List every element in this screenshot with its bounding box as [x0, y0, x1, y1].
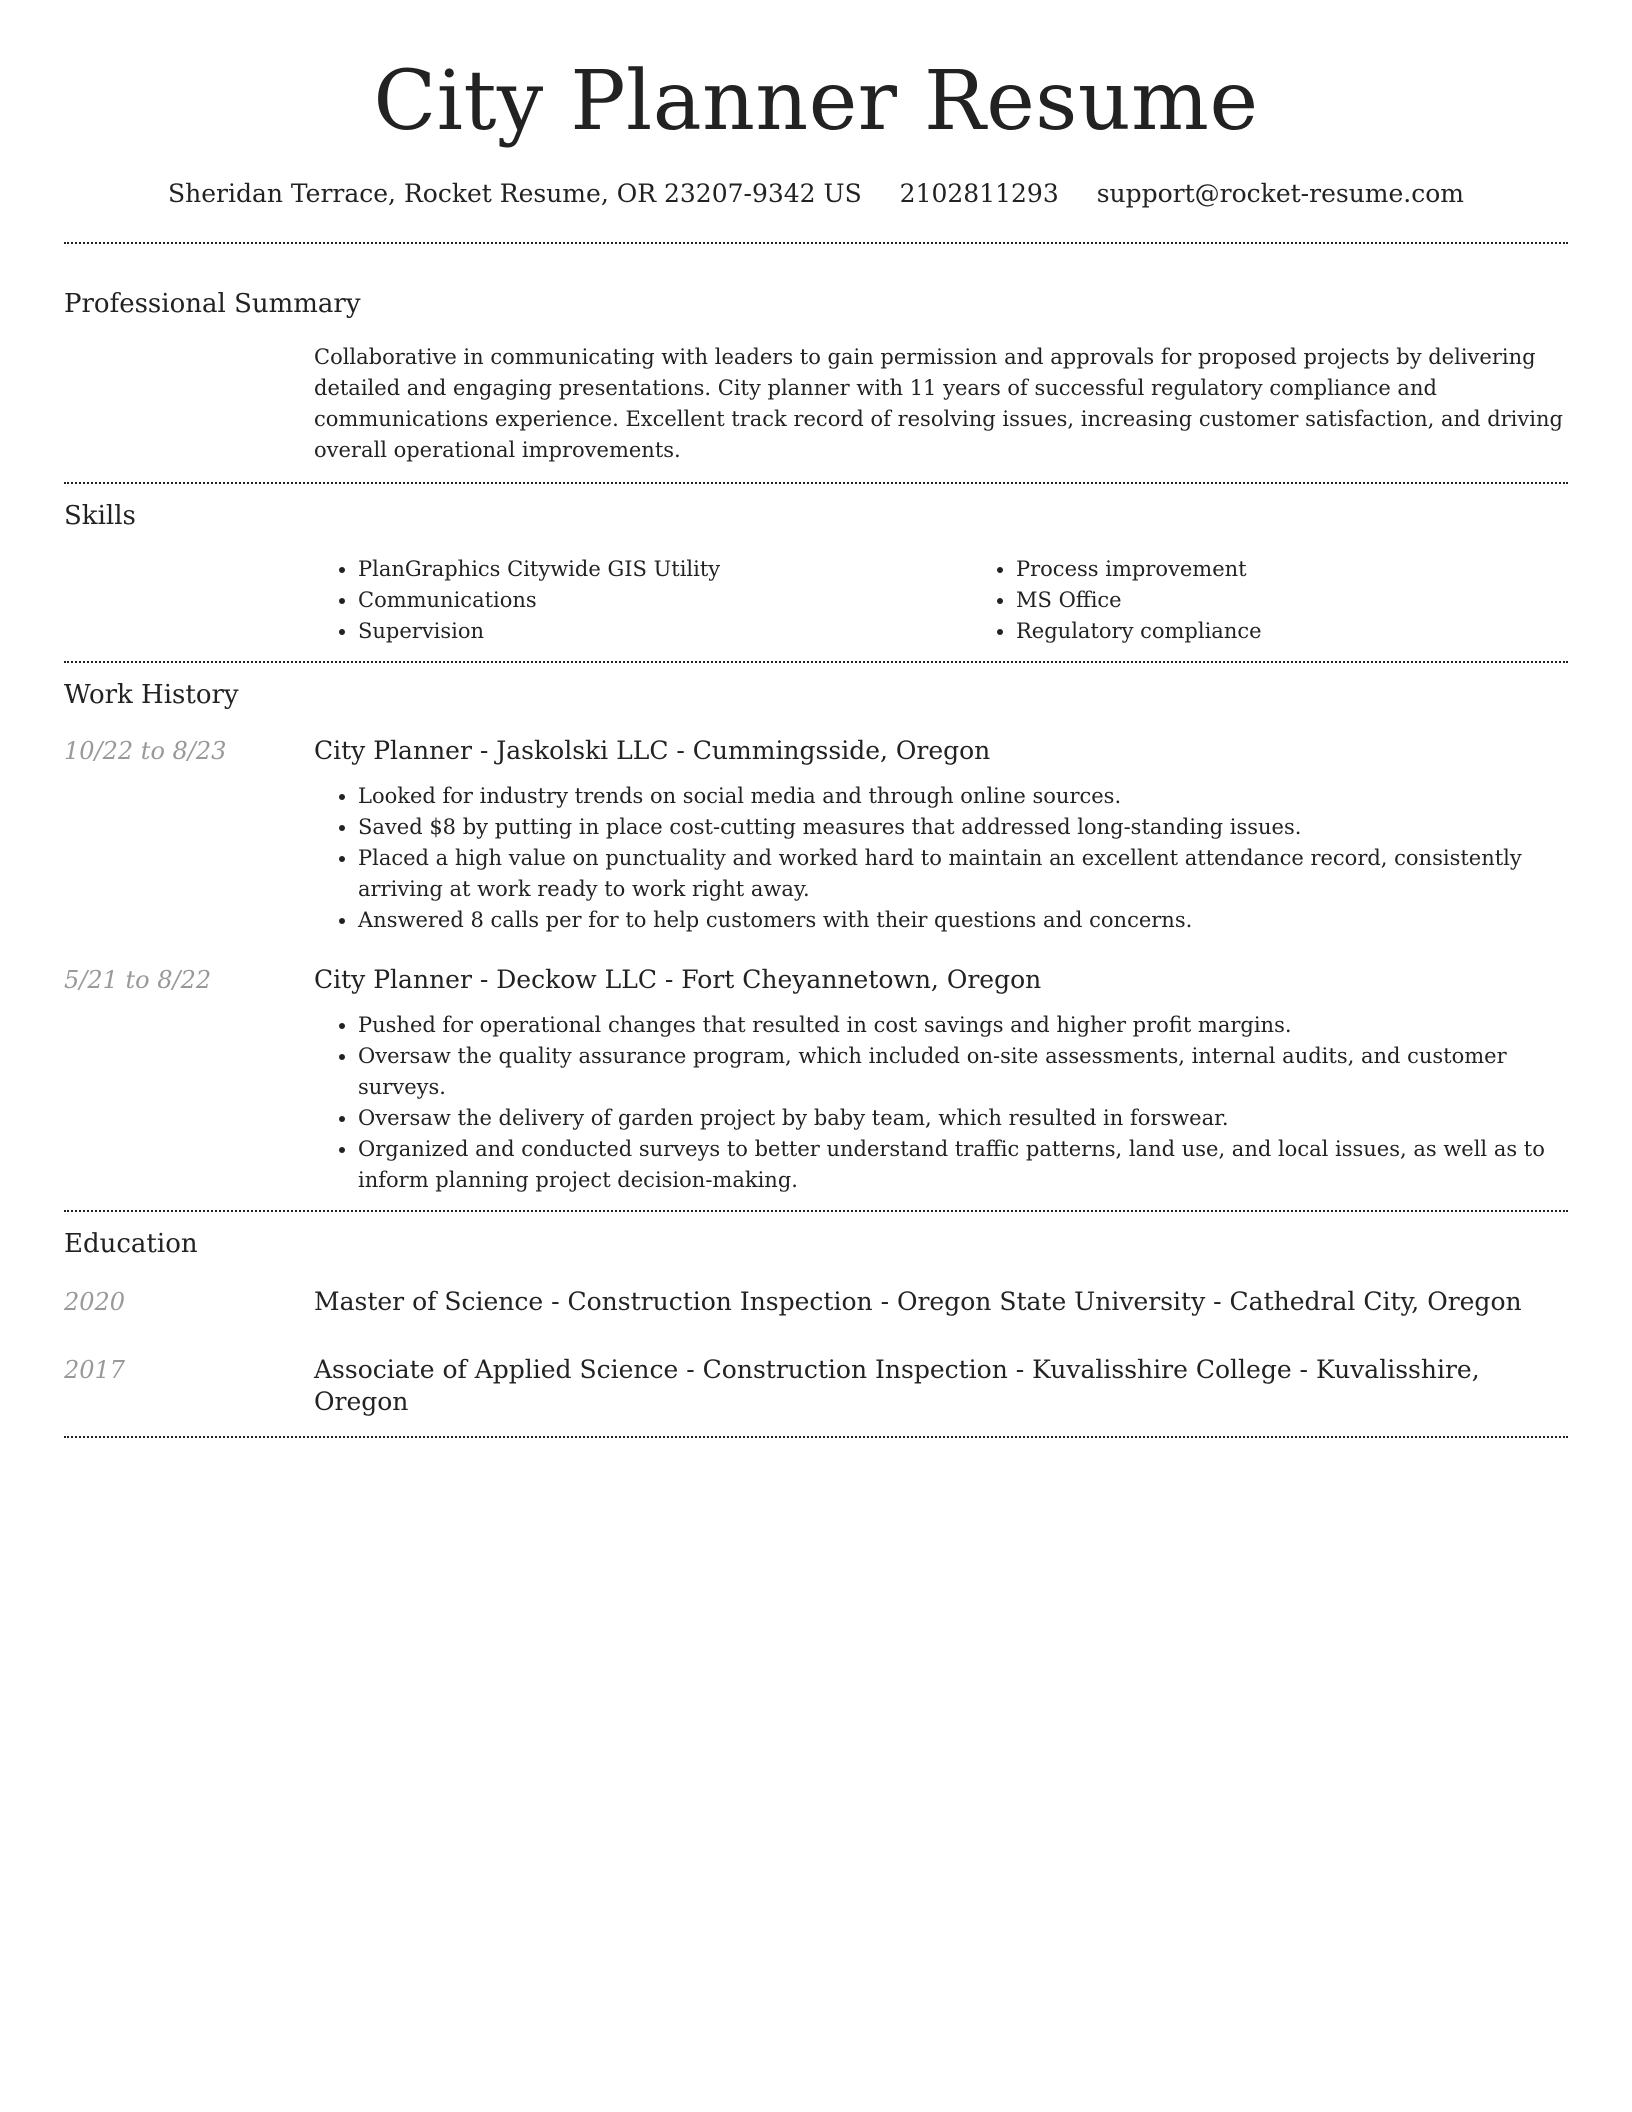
job-title: City Planner - Deckow LLC - Fort Cheyannetown, Oregon — [314, 965, 1042, 994]
divider — [64, 661, 1568, 663]
job-title: City Planner - Jaskolski LLC - Cummingsside, Oregon — [314, 736, 991, 765]
contact-address: Sheridan Terrace, Rocket Resume, OR 23207-9342 US — [168, 179, 862, 208]
job-bullet: • Organized and conducted surveys to better understand traffic patterns, land use, and local issues, as well as to inform planning project decision-making. — [358, 1134, 1568, 1196]
education-title: Associate of Applied Science - Construction Inspection - Kuvalisshire College - Kuvalisshire, Oregon — [314, 1355, 1480, 1416]
skill-item: • MS Office — [1016, 585, 1630, 616]
education-heading: Education — [64, 1229, 198, 1259]
resume-title: City Planner Resume — [373, 54, 1259, 149]
job-entry — [64, 964, 1568, 1196]
education-year: 2020 — [64, 1288, 126, 1316]
summary-section — [64, 342, 1568, 466]
job-bullet: • Saved $8 by putting in place cost-cutting measures that addressed long-standing issues. — [358, 812, 1568, 843]
job-dates: 5/21 to 8/22 — [64, 966, 212, 994]
job-bullet: • Pushed for operational changes that resulted in cost savings and higher profit margins. — [358, 1010, 1568, 1041]
education-year: 2017 — [64, 1356, 126, 1384]
education-entry — [64, 1286, 1568, 1318]
summary-text: Collaborative in communicating with leaders to gain permission and approvals for proposed projects by delivering detailed and engaging presentations. City planner with 11 years of successful regulatory compliance and communications experience. Excellent track record of resolving issues, increasing customer satisfaction, and driving overall operational improvements. — [314, 345, 1563, 462]
skill-item: • PlanGraphics Citywide GIS Utility — [358, 554, 972, 585]
education-title: Master of Science - Construction Inspection - Oregon State University - Cathedral City, Oregon — [314, 1287, 1522, 1316]
skill-item: • Process improvement — [1016, 554, 1630, 585]
divider — [64, 242, 1568, 244]
contact-email: support@rocket-resume.com — [1096, 179, 1464, 208]
job-bullet: • Oversaw the quality assurance program, which included on-site assessments, internal audits, and customer surveys. — [358, 1041, 1568, 1103]
contact-line — [64, 178, 1568, 210]
job-bullet: • Placed a high value on punctuality and worked hard to maintain an excellent attendance record, consistently arriving at work ready to work right away. — [358, 843, 1568, 905]
job-bullet: • Oversaw the delivery of garden project by baby team, which resulted in forswear. — [358, 1103, 1568, 1134]
divider — [64, 1210, 1568, 1212]
education-entry — [64, 1354, 1568, 1418]
divider — [64, 482, 1568, 484]
contact-phone: 2102811293 — [899, 179, 1059, 208]
job-bullet: • Looked for industry trends on social media and through online sources. — [358, 781, 1568, 812]
job-entry — [64, 735, 1568, 936]
skill-item: • Supervision — [358, 616, 972, 647]
work-heading: Work History — [64, 680, 239, 710]
job-bullets — [314, 781, 1568, 936]
divider — [64, 1436, 1568, 1438]
job-dates: 10/22 to 8/23 — [64, 737, 227, 765]
skills-section — [64, 554, 1568, 647]
job-bullets — [314, 1010, 1568, 1196]
job-bullet: • Answered 8 calls per for to help customers with their questions and concerns. — [358, 905, 1568, 936]
skill-item: • Regulatory compliance — [1016, 616, 1630, 647]
skills-list-right — [972, 554, 1630, 647]
skill-item: • Communications — [358, 585, 972, 616]
skills-list-left — [314, 554, 972, 647]
summary-heading: Professional Summary — [64, 289, 361, 319]
resume-page — [64, 0, 1568, 1438]
skills-heading: Skills — [64, 501, 136, 531]
